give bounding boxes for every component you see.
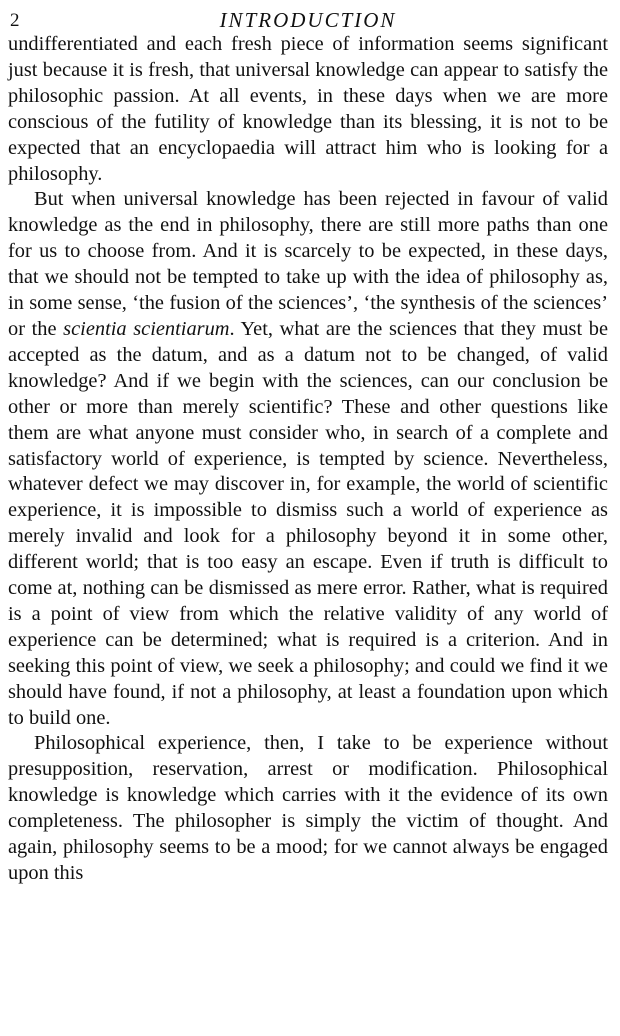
paragraph-3-text: Philosophical experience, then, I take to be experience without presupposition, reservation, arrest or modification. Philosophical knowledge is knowledge which carries with it the evidence of its own completeness. The philosopher is simply the victim of thought. And again, philosophy seems to be a mood; for we cannot always be engaged upon this — [8, 732, 608, 884]
latin-phrase: scientia scientiarum — [63, 317, 230, 340]
paragraph-1 — [8, 32, 608, 187]
paragraph-1-text: undifferentiated and each fresh piece of information seems significant just because it is fresh, that universal knowledge can appear to satisfy the philosophic passion. At all events, in these days when we are more conscious of the futility of knowledge than its blessing, it is not to be expected that an encyclopaedia will attract him who is looking for a philosophy. — [8, 33, 608, 185]
paragraph-2-text-part-2: . Yet, what are the sciences that they must be accepted as the datum, and as a datum not to be changed, of valid knowledge? And if we begin with the sciences, can our conclusion be other or more than merely scientific? These and other questions like them are what anyone must consider who, in search of a complete and satisfactory world of experience, is tempted by science. Nevertheless, whatever defect we may discover in, for example, the world of scientific experience, it is impossible to dismiss such a world of experience as merely invalid and look for a philosophy beyond it in some other, different world; that is too easy an escape. Even if truth is difficult to come at, nothing can be dismissed as mere error. Rather, what is required is a point of view from which the relative validity of any world of experience can be determined; what is required is a criterion. And in seeking this point of view, we seek a philosophy; and could we find it we should have found, if not a philosophy, at least a foundation upon which to build one. — [8, 317, 609, 729]
paragraph-2 — [8, 187, 608, 731]
page-number: 2 — [10, 10, 20, 31]
paragraph-3 — [8, 731, 608, 886]
paragraph-2-text-part-1: But when universal knowledge has been rejected in favour of valid knowledge as the end in philosophy, there are still more paths than one for us to choose from. And it is scarcely to be expected, in these days, that we should not be tempted to take up with the idea of philosophy as, in some sense, ‘the fusion of the sciences’, ‘the synthesis of the sciences’ or the — [8, 188, 608, 340]
running-head: INTRODUCTION — [219, 8, 397, 32]
page-header — [8, 6, 608, 32]
body-text — [8, 32, 608, 887]
